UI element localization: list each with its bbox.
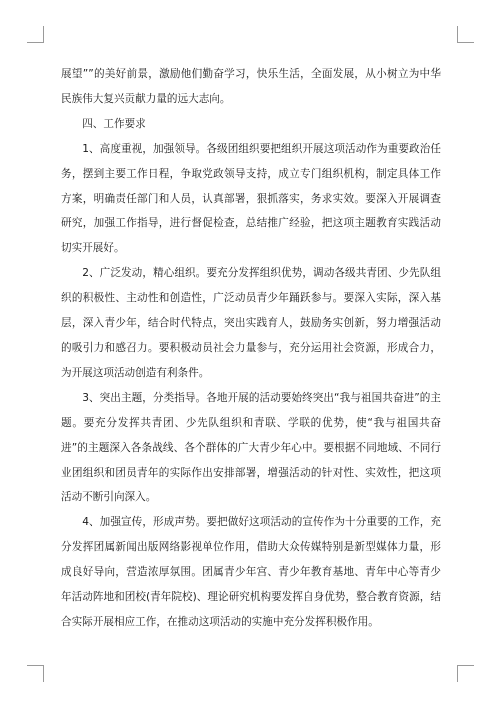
paragraph-requirement-1: 1、高度重视，加强领导。各级团组织要把组织开展这项活动作为重要政治任务，摆到主要工作日程，争取党政领导支持，成立专门组织机构，制定具体工作方案，明确责任部门和人员，认真部署，狠抓落实，务求实效。要深入开展调查研究，加强工作指导，进行督促检查，总结推广经验，把这项主题教育实践活动切实开展好。 bbox=[61, 142, 441, 255]
section-heading-work-requirements: 四、工作要求 bbox=[82, 117, 146, 130]
paragraph-continuation: 展望””的美好前景，激励他们勤奋学习，快乐生活，全面发展，从小树立为中华民族伟大复兴贡献力量的远大志向。 bbox=[61, 68, 441, 105]
document-body bbox=[61, 62, 441, 635]
crop-mark-bottom-right bbox=[457, 665, 474, 682]
crop-mark-top-right bbox=[457, 26, 474, 43]
paragraph-requirement-4: 4、加强宣传，形成声势。要把做好这项活动的宣传作为十分重要的工作，充分发挥团属新闻出版网络影视单位作用，借助大众传媒特别是新型媒体力量，形成良好导向，营造浓厚氛围。团属青少年宫、青少年教育基地、青年中心等青少年活动阵地和团校(青年院校)、理论研究机构要发挥自身优势，整合教育资源，结合实际开展相应工作，在推动这项活动的实施中充分发挥积极作用。 bbox=[61, 516, 441, 628]
crop-mark-bottom-left bbox=[27, 665, 44, 682]
paragraph-requirement-2: 2、广泛发动，精心组织。要充分发挥组织优势，调动各级共青团、少先队组织的积极性、主动性和创造性，广泛动员青少年踊跃参与。要深入实际，深入基层，深入青少年，结合时代特点，突出实践育人，鼓励务实创新，努力增强活动的吸引力和感召力。要积极动员社会力量参与，充分运用社会资源，形成合力，为开展这项活动创造有利条件。 bbox=[61, 267, 441, 379]
crop-mark-top-left bbox=[27, 26, 44, 43]
paragraph-requirement-3: 3、突出主题，分类指导。各地开展的活动要始终突出“我与祖国共奋进”的主题。要充分发挥共青团、少先队组织和青联、学联的优势，使“我与祖国共奋进”的主题深入各条战线、各个群体的广大青少年心中。要根据不同地域、不同行业团组织和团员青年的实际作出安排部署，增强活动的针对性、实效性，把这项活动不断引向深入。 bbox=[61, 391, 441, 504]
